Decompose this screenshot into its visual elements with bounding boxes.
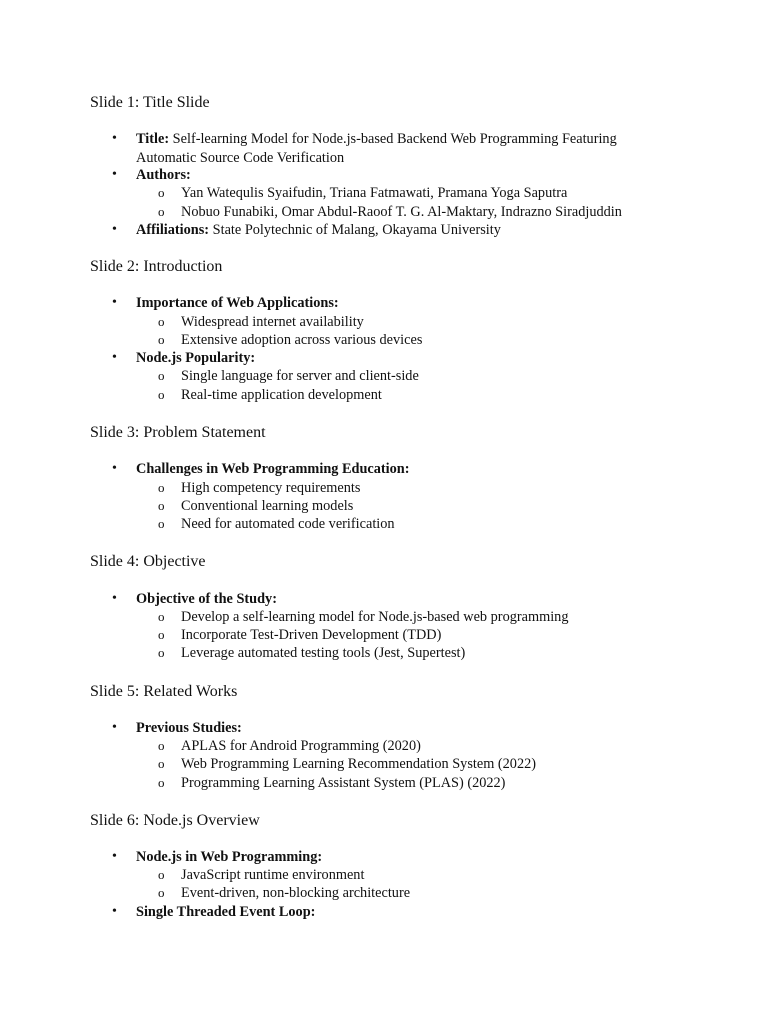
list-item: Widespread internet availability — [181, 314, 364, 330]
sub-bullet — [158, 866, 165, 884]
affiliations-line — [136, 221, 501, 239]
list-item: Develop a self-learning model for Node.js-based web programming — [181, 609, 569, 625]
title-line — [136, 130, 617, 148]
bullet — [112, 903, 117, 921]
affiliations-label: Affiliations: — [136, 222, 210, 238]
list-item: Event-driven, non-blocking architecture — [181, 885, 411, 901]
sub-bullet — [158, 884, 165, 902]
sub-bullet — [158, 331, 165, 349]
affiliations-text: State Polytechnic of Malang, Okayama University — [212, 222, 501, 238]
authors-label: Authors: — [136, 167, 191, 183]
group-label: Single Threaded Event Loop: — [136, 904, 316, 920]
bullet — [112, 130, 117, 148]
group-label: Importance of Web Applications: — [136, 295, 339, 311]
sub-bullet — [158, 497, 165, 515]
list-item: Need for automated code verification — [181, 516, 395, 532]
bullet — [112, 719, 117, 737]
sub-bullet — [158, 313, 165, 331]
sub-bullet — [158, 737, 165, 755]
slide-4-heading: Slide 4: Objective — [90, 553, 206, 570]
sub-bullet — [158, 184, 165, 202]
slide-6-heading: Slide 6: Node.js Overview — [90, 812, 260, 829]
bullet — [112, 166, 117, 184]
sub-bullet — [158, 774, 165, 792]
sub-bullet — [158, 608, 165, 626]
title-text: Self-learning Model for Node.js-based Backend Web Programming Featuring — [172, 131, 617, 147]
list-item: Single language for server and client-side — [181, 368, 419, 384]
list-item: Programming Learning Assistant System (PLAS) (2022) — [181, 775, 506, 791]
bullet — [112, 294, 117, 312]
list-item: JavaScript runtime environment — [181, 867, 365, 883]
slide-2-heading: Slide 2: Introduction — [90, 258, 223, 275]
bullet — [112, 590, 117, 608]
list-item: APLAS for Android Programming (2020) — [181, 738, 421, 754]
author-item: Nobuo Funabiki, Omar Abdul-Raoof T. G. Al-Maktary, Indrazno Siradjuddin — [181, 204, 622, 220]
list-item: Incorporate Test-Driven Development (TDD) — [181, 627, 442, 643]
list-item: High competency requirements — [181, 480, 361, 496]
sub-bullet — [158, 644, 165, 662]
group-label: Challenges in Web Programming Education: — [136, 461, 410, 477]
slide-5-heading: Slide 5: Related Works — [90, 683, 238, 700]
author-item: Yan Watequlis Syaifudin, Triana Fatmawati, Pramana Yoga Saputra — [181, 185, 568, 201]
bullet — [112, 221, 117, 239]
sub-bullet — [158, 515, 165, 533]
sub-bullet — [158, 367, 165, 385]
list-item: Leverage automated testing tools (Jest, Supertest) — [181, 645, 466, 661]
list-item: Conventional learning models — [181, 498, 354, 514]
sub-bullet — [158, 755, 165, 773]
sub-bullet — [158, 626, 165, 644]
group-label: Objective of the Study: — [136, 591, 277, 607]
sub-bullet — [158, 203, 165, 221]
group-label: Previous Studies: — [136, 720, 242, 736]
slide-1-heading: Slide 1: Title Slide — [90, 94, 210, 111]
title-text-continued: Automatic Source Code Verification — [136, 150, 345, 166]
bullet — [112, 848, 117, 866]
bullet — [112, 349, 117, 367]
title-label: Title: — [136, 131, 170, 147]
sub-bullet — [158, 479, 165, 497]
list-item: Real-time application development — [181, 387, 382, 403]
group-label: Node.js in Web Programming: — [136, 849, 323, 865]
bullet — [112, 460, 117, 478]
sub-bullet — [158, 386, 165, 404]
list-item: Extensive adoption across various devices — [181, 332, 423, 348]
list-item: Web Programming Learning Recommendation System (2022) — [181, 756, 537, 772]
slide-3-heading: Slide 3: Problem Statement — [90, 424, 266, 441]
authors-line — [136, 166, 191, 184]
group-label: Node.js Popularity: — [136, 350, 256, 366]
